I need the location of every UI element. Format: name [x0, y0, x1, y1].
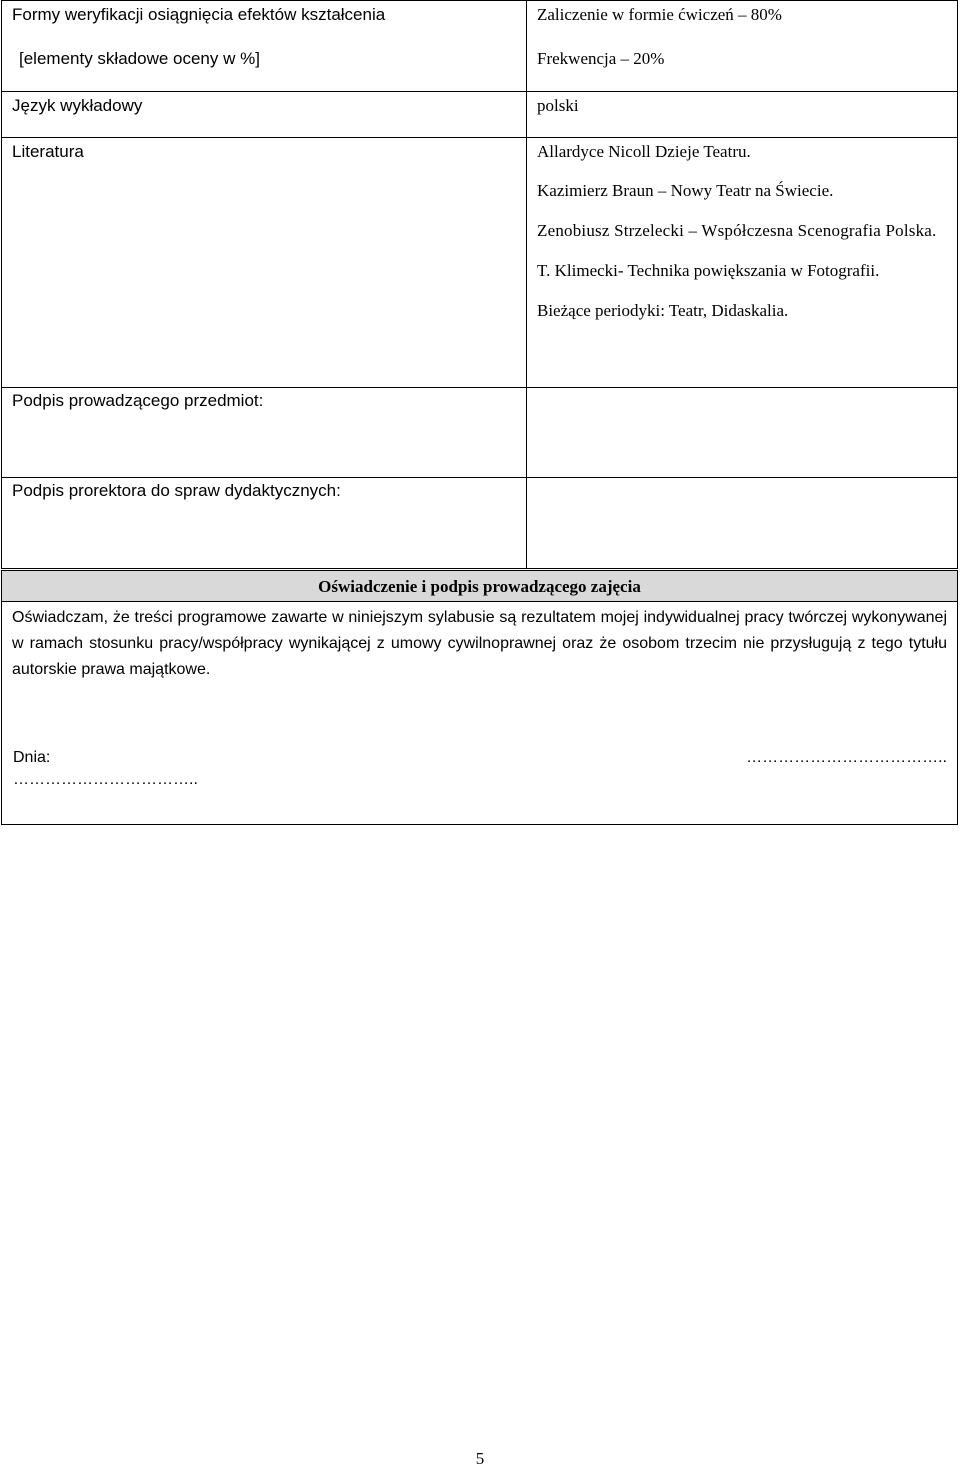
table-row: [2, 92, 958, 138]
literature-item: Bieżące periodyki: Teatr, Didaskalia.: [537, 301, 789, 320]
literature-item: Kazimierz Braun – Nowy Teatr na Świecie.: [537, 181, 834, 200]
table-row: [2, 1, 958, 92]
literature-item: T. Klimecki- Technika powiększania w Fotografii.: [537, 261, 880, 280]
literature-item: Zenobiusz Strzelecki – Współczesna Scenografia Polska.: [537, 221, 937, 240]
forms-value-line1: Zaliczenie w formie ćwiczeń – 80%: [537, 5, 782, 24]
forms-label-line1: Formy weryfikacji osiągnięcia efektów kształcenia: [12, 5, 386, 24]
language-value-cell: [527, 92, 958, 138]
date-dots: ……………………………..: [13, 771, 198, 788]
declaration-heading: Oświadczenie i podpis prowadzącego zajęcia: [2, 571, 957, 602]
language-value: polski: [537, 96, 579, 115]
prorector-signature-field: [527, 478, 958, 569]
literature-label: Literatura: [12, 142, 84, 161]
table-row: [2, 138, 958, 388]
literature-value-cell: [527, 138, 958, 388]
prorector-signature-label-cell: [2, 478, 527, 569]
instructor-signature-label: Podpis prowadzącego przedmiot:: [12, 391, 264, 410]
declaration-date: [13, 747, 198, 791]
language-label: Język wykładowy: [12, 96, 143, 115]
signature-dots: ………………………………..: [746, 749, 947, 766]
syllabus-table: [1, 0, 958, 569]
page-number: 5: [475, 1449, 485, 1468]
forms-value-line2: Frekwencja – 20%: [537, 49, 665, 68]
literature-item: Allardyce Nicoll Dzieje Teatru.: [537, 142, 751, 161]
declaration-box: [1, 570, 958, 825]
instructor-signature-label-cell: [2, 388, 527, 478]
instructor-signature-field: [527, 388, 958, 478]
language-label-cell: [2, 92, 527, 138]
table-row: [2, 388, 958, 478]
date-label: Dnia:: [13, 749, 51, 766]
prorector-signature-label: Podpis prorektora do spraw dydaktycznych:: [12, 481, 341, 500]
declaration-text: Oświadczam, że treści programowe zawarte w niniejszym sylabusie są rezultatem mojej indywidualnej pracy twórczej wykonywanej w ramach stosunku pracy/współpracy wynikającej z umowy cywilnoprawnej oraz że osobom trzecim nie przysługują z tego tytułu autorskie prawa majątkowe.: [12, 609, 947, 678]
table-row: [2, 478, 958, 569]
forms-label-line2: [elementy składowe oceny w %]: [19, 49, 260, 68]
literature-label-cell: [2, 138, 527, 388]
forms-value-cell: [527, 1, 958, 92]
forms-label-cell: [2, 1, 527, 92]
